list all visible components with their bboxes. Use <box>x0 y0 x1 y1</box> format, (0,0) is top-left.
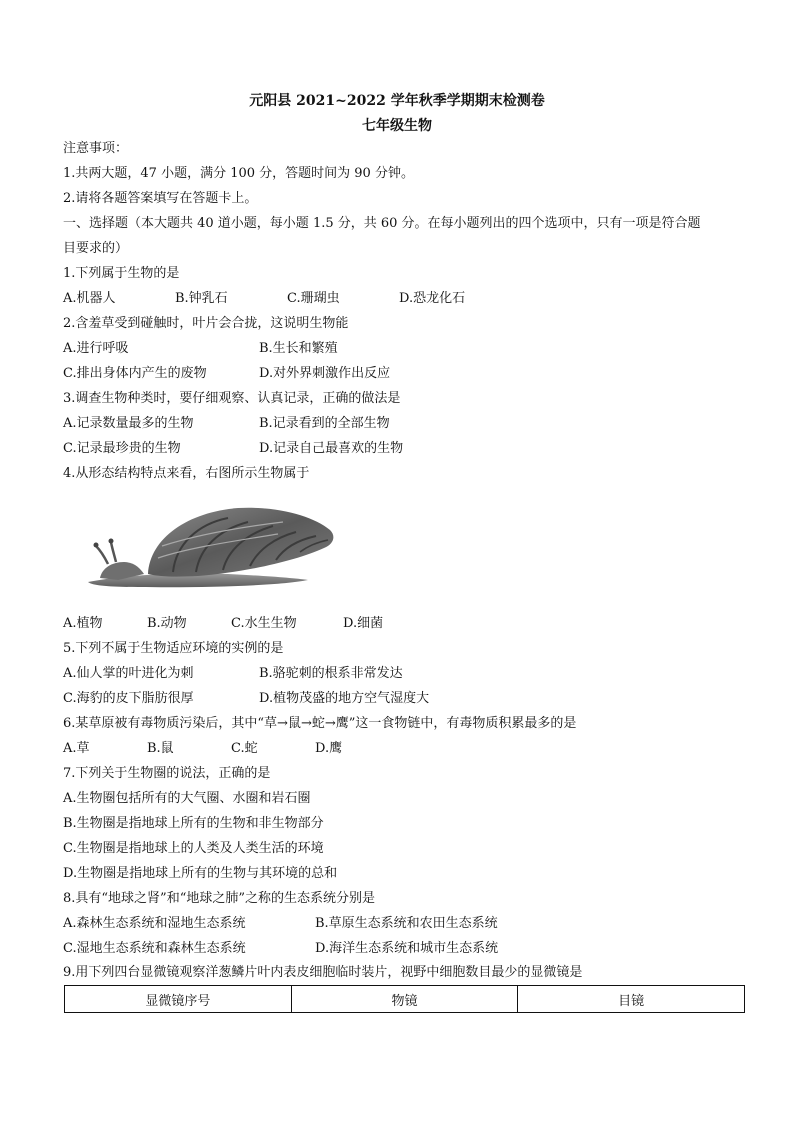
table-header-cell: 目镜 <box>518 986 745 1013</box>
question-2-stem: 2.含羞草受到碰触时，叶片会合拢，这说明生物能 <box>63 316 349 331</box>
q1-option-d: D.恐龙化石 <box>399 291 466 306</box>
q2-option-b: B.生长和繁殖 <box>259 341 338 356</box>
q5-option-b: B.骆驼刺的根系非常发达 <box>259 666 403 681</box>
question-6-stem: 6.某草原被有毒物质污染后，其中“草→鼠→蛇→鹰”这一食物链中，有毒物质积累最多的是 <box>63 716 577 731</box>
notes-heading: 注意事项： <box>63 141 129 156</box>
q5-option-c: C.海豹的皮下脂肪很厚 <box>63 691 194 706</box>
question-5-stem: 5.下列不属于生物适应环境的实例的是 <box>63 641 284 656</box>
q8-option-b: B.草原生态系统和农田生态系统 <box>315 916 498 931</box>
q7-option-d: D.生物圈是指地球上所有的生物与其环境的总和 <box>63 866 338 881</box>
question-8-stem: 8.具有“地球之肾”和“地球之肺”之称的生态系统分别是 <box>63 891 375 906</box>
q7-option-a: A.生物圈包括所有的大气圈、水圈和岩石圈 <box>63 791 311 806</box>
table-header-cell: 物镜 <box>291 986 518 1013</box>
q6-option-c: C.蛇 <box>231 741 258 756</box>
q3-option-a: A.记录数量最多的生物 <box>63 416 194 431</box>
q4-option-c: C.水生生物 <box>231 616 297 631</box>
q6-option-a: A.草 <box>63 741 90 756</box>
exam-title: 元阳县 2021~2022 学年秋季学期期末检测卷 <box>249 93 545 109</box>
note-1: 1.共两大题，47 小题，满分 100 分，答题时间为 90 分钟。 <box>63 166 414 181</box>
q6-option-d: D.鹰 <box>315 741 343 756</box>
q5-option-d: D.植物茂盛的地方空气湿度大 <box>259 691 430 706</box>
question-3-stem: 3.调查生物种类时，要仔细观察、认真记录，正确的做法是 <box>63 391 401 406</box>
table-header-cell: 显微镜序号 <box>65 986 292 1013</box>
question-1-stem: 1.下列属于生物的是 <box>63 266 180 281</box>
question-4-stem: 4.从形态结构特点来看，右图所示生物属于 <box>63 466 310 481</box>
q6-option-b: B.鼠 <box>147 741 174 756</box>
q4-option-b: B.动物 <box>147 616 187 631</box>
table-header-row <box>65 986 745 1013</box>
q3-option-d: D.记录自己最喜欢的生物 <box>259 441 404 456</box>
q1-option-b: B.钟乳石 <box>175 291 228 306</box>
q7-option-c: C.生物圈是指地球上的人类及人类生活的环境 <box>63 841 324 856</box>
q5-option-a: A.仙人掌的叶进化为刺 <box>63 666 194 681</box>
q4-option-d: D.细菌 <box>343 616 384 631</box>
q8-option-a: A.森林生态系统和湿地生态系统 <box>63 916 246 931</box>
question-9-stem: 9.用下列四台显微镜观察洋葱鳞片叶内表皮细胞临时装片，视野中细胞数目最少的显微镜是 <box>63 965 583 980</box>
q1-option-c: C.珊瑚虫 <box>287 291 340 306</box>
exam-subtitle: 七年级生物 <box>362 118 432 134</box>
q7-option-b: B.生物圈是指地球上所有的生物和非生物部分 <box>63 816 324 831</box>
q4-option-a: A.植物 <box>63 616 103 631</box>
question-7-stem: 7.下列关于生物圈的说法，正确的是 <box>63 766 271 781</box>
section-heading-line2: 目要求的） <box>63 241 129 256</box>
q8-option-c: C.湿地生态系统和森林生态系统 <box>63 941 246 956</box>
q2-option-a: A.进行呼吸 <box>63 341 129 356</box>
q8-option-d: D.海洋生态系统和城市生态系统 <box>315 941 499 956</box>
section-heading-line1: 一、选择题（本大题共 40 道小题，每小题 1.5 分，共 60 分。在每小题列出的四个选项中，只有一项是符合题 <box>63 216 701 231</box>
snail-image <box>78 498 340 590</box>
note-2: 2.请将各题答案填写在答题卡上。 <box>63 191 258 206</box>
q2-option-d: D.对外界刺激作出反应 <box>259 366 391 381</box>
q3-option-c: C.记录最珍贵的生物 <box>63 441 181 456</box>
q2-option-c: C.排出身体内产生的废物 <box>63 366 207 381</box>
q3-option-b: B.记录看到的全部生物 <box>259 416 390 431</box>
microscope-table <box>64 985 745 1013</box>
q1-option-a: A.机器人 <box>63 291 116 306</box>
